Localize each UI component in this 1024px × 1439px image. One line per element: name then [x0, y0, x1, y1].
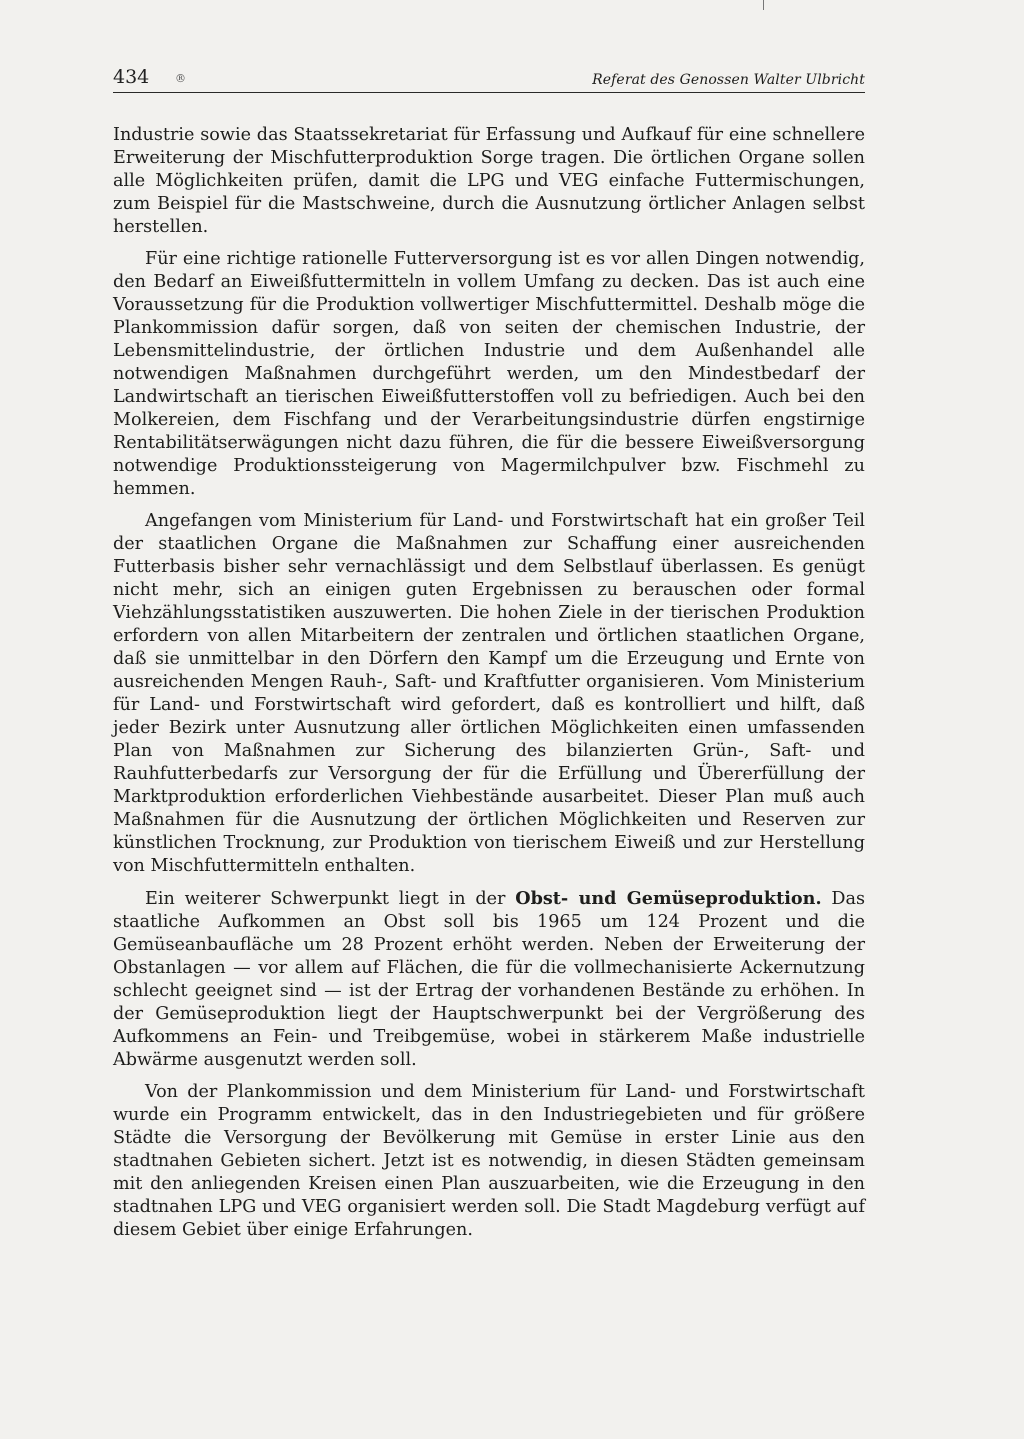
page-content — [113, 66, 865, 1251]
scan-edge-mark — [763, 0, 764, 10]
paragraph-4-rest: Das staatliche Aufkommen an Obst soll bis 1965 um 124 Prozent und die Gemüseanbaufläche um 28 Prozent erhöht werden. Neben der Erweiterung der Obstanlagen — vor allem auf Flächen, die für die vollmechanisierte Ackernutzung schlecht geeignet sind — ist der Ertrag der vorhandenen Bestände zu erhöhen. In der Gemüseproduktion liegt der Hauptschwerpunkt bei der Vergrößerung des Aufkommens an Fein- und Treibgemüse, wobei in stärkerem Maße industrielle Abwärme ausgenutzt werden soll. — [113, 889, 866, 1070]
page-header — [113, 66, 865, 93]
body-text — [113, 124, 865, 1242]
paragraph-2: Für eine richtige rationelle Futterversorgung ist es vor allen Dingen notwendig, den Bedarf an Eiweißfuttermitteln in vollem Umfang zu decken. Das ist auch eine Voraussetzung für die Produktion vollwertiger Mischfuttermittel. Deshalb möge die Plankommission dafür sorgen, daß von seiten der chemischen Industrie, der Lebensmittelindustrie, der örtlichen Industrie und dem Außenhandel alle notwendigen Maßnahmen durchgeführt werden, um den Mindestbedarf der Landwirtschaft an tierischen Eiweißfutterstoffen voll zu befriedigen. Auch bei den Molkereien, dem Fischfang und der Verarbeitungsindustrie dürfen engstirnige Rentabilitätserwägungen nicht dazu führen, die für die bessere Eiweißversorgung notwendige Produktionssteigerung von Magermilchpulver bzw. Fischmehl zu hemmen. — [113, 249, 865, 499]
running-title: Referat des Genossen Walter Ulbricht — [592, 72, 865, 88]
paragraph-5: Von der Plankommission und dem Ministerium für Land- und Forstwirtschaft wurde ein Programm entwickelt, das in den Industriegebieten und für größere Städte die Versorgung der Bevölkerung mit Gemüse in erster Linie aus den stadtnahen Gebieten sichert. Jetzt ist es notwendig, in diesen Städten gemeinsam mit den anliegenden Kreisen einen Plan auszuarbeiten, wie die Erzeugung in den stadtnahen LPG und VEG organisiert werden soll. Die Stadt Magdeburg verfügt auf diesem Gebiet über einige Erfahrungen. — [113, 1082, 865, 1240]
paragraph-3: Angefangen vom Ministerium für Land- und Forstwirtschaft hat ein großer Teil der staatlichen Organe die Maßnahmen zur Schaffung einer ausreichenden Futterbasis bisher sehr vernachlässigt und dem Selbstlauf überlassen. Es genügt nicht mehr, sich an einigen guten Ergebnissen zu berauschen oder formal Viehzählungsstatistiken auszuwerten. Die hohen Ziele in der tierischen Produktion erfordern von allen Mitarbeitern der zentralen und örtlichen staatlichen Organe, daß sie unmittelbar in den Dörfern den Kampf um die Erzeugung und Ernte von ausreichenden Mengen Rauh-, Saft- und Kraftfutter organisieren. Vom Ministerium für Land- und Forstwirtschaft wird gefordert, daß es kontrolliert und hilft, daß jeder Bezirk unter Ausnutzung aller örtlichen Möglichkeiten einen umfassenden Plan von Maßnahmen zur Sicherung des bilanzierten Grün-, Saft- und Rauhfutterbedarfs zur Versorgung der für die Erfüllung und Übererfüllung der Marktproduktion erforderlichen Viehbestände ausarbeitet. Dieser Plan muß auch Maßnahmen für die Ausnutzung der örtlichen Möglichkeiten und Reserven zur künstlichen Trocknung, zur Produktion von tierischem Eiweiß und zur Herstellung von Mischfuttermitteln enthalten. — [113, 511, 865, 876]
paragraph-4-emphasis: Obst- und Gemüseproduktion. — [515, 888, 822, 909]
paragraph-1: Industrie sowie das Staatssekretariat für Erfassung und Aufkauf für eine schnellere Erweiterung der Mischfutterproduktion Sorge tragen. Die örtlichen Organe sollen alle Möglichkeiten prüfen, damit die LPG und VEG einfache Futtermischungen, zum Beispiel für die Mastschweine, durch die Ausnutzung örtlicher Anlagen selbst herstellen. — [113, 125, 865, 237]
printer-mark: ® — [175, 72, 186, 85]
paragraph-4-intro: Ein weiterer Schwerpunkt liegt in der — [145, 889, 516, 909]
paragraph-4 — [113, 887, 865, 1072]
page-number: 434 — [113, 66, 150, 88]
